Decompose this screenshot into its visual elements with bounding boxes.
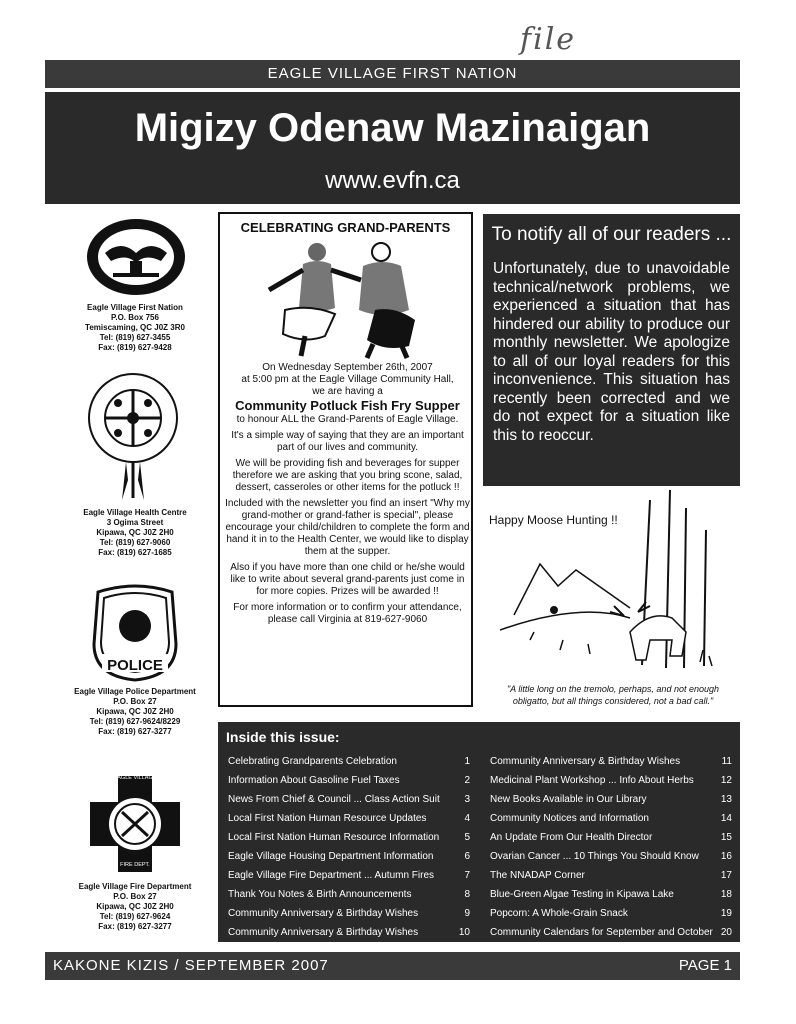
toc-item[interactable]: Thank You Notes & Birth Announcements 8 (228, 889, 470, 900)
toc-item[interactable]: Community Calendars for September and October 20 (490, 927, 732, 938)
event-heading: CELEBRATING GRAND-PARENTS (240, 220, 451, 235)
address-line: Kipawa, QC J0Z 2H0 (96, 528, 174, 537)
event-paragraph: It's a simple way of saying that they are an important part of our lives and community. (231, 430, 464, 453)
event-paragraph: We will be providing fish and beverages for supper therefore we are asking that you bring scone, salad, dessert, casseroles or other items for the potluck !! (232, 458, 463, 493)
notice-body: Unfortunately, due to unavoidable technical/network problems, we experienced a situation that has hindered our ability to produce our monthly newsletter. We apologize to all of our loyal readers for this inconvenience. This situation has recently been corrected and we do not expect for a situation like this to reoccur. (493, 260, 730, 444)
page-number: PAGE 1 (678, 957, 732, 974)
phone-line: Tel: (819) 627-9624/8229 (89, 717, 181, 726)
event-contact: For more information or to confirm your attendance, please call Virginia at 819-627-9060 (233, 602, 462, 625)
first-nation-logo (85, 217, 187, 297)
fax-line: Fax: (819) 627-3277 (98, 727, 172, 736)
address-line: Eagle Village Health Centre (83, 508, 187, 517)
issue-label: KAKONE KIZIS / SEPTEMBER 2007 (53, 957, 329, 974)
phone-line: Tel: (819) 627-3455 (99, 333, 171, 342)
health-centre-address (60, 508, 210, 558)
masthead-band: EAGLE VILLAGE FIRST NATION (45, 60, 740, 88)
toc-item[interactable]: Local First Nation Human Resource Updates 4 (228, 813, 470, 824)
reader-notice-box (483, 214, 740, 486)
newsletter-title: Migizy Odenaw Mazinaigan (134, 106, 651, 150)
event-subtitle: Community Potluck Fish Fry Supper (235, 398, 460, 413)
police-logo-label: POLICE (107, 657, 163, 674)
toc-heading: Inside this issue: (226, 729, 340, 745)
toc-item[interactable]: Information About Gasoline Fuel Taxes 2 (228, 775, 470, 786)
toc-item[interactable]: Blue-Green Algae Testing in Kipawa Lake 18 (490, 889, 732, 900)
fire-department-logo (80, 772, 190, 876)
fax-line: Fax: (819) 627-9428 (98, 343, 172, 352)
phone-line: Tel: (819) 627-9624 (99, 912, 171, 921)
address-line: Eagle Village First Nation (87, 303, 183, 312)
handwritten-note: file (520, 22, 577, 57)
phone-line: Tel: (819) 627-9060 (99, 538, 171, 547)
address-line: P.O. Box 756 (111, 313, 159, 322)
event-intro: we are having a (312, 386, 383, 397)
fax-line: Fax: (819) 627-3277 (98, 922, 172, 931)
toc-item[interactable]: Community Anniversary & Birthday Wishes 9 (228, 908, 470, 919)
address-line: Temiscaming, QC J0Z 3R0 (85, 323, 185, 332)
event-time: at 5:00 pm at the Eagle Village Community Hall, (241, 374, 454, 385)
event-honour: to honour ALL the Grand-Parents of Eagle Village. (236, 414, 459, 425)
event-paragraph: Included with the newsletter you find an insert "Why my grand-mother or grand-father is special", please encourage your child/children to complete the form and hand it in to the Health Center, we would like to display them at the supper. (225, 498, 470, 557)
health-centre-logo (78, 368, 188, 503)
notice-title: To notify all of our readers ... (491, 224, 732, 245)
toc-item[interactable]: Community Anniversary & Birthday Wishes 10 (228, 927, 470, 938)
toc-item[interactable]: Celebrating Grandparents Celebration 1 (228, 756, 470, 767)
address-line: Kipawa, QC J0Z 2H0 (96, 902, 174, 911)
toc-item[interactable]: Medicinal Plant Workshop ... Info About Herbs 12 (490, 775, 732, 786)
police-address (60, 687, 210, 737)
website-link[interactable]: www.evfn.ca (325, 167, 460, 194)
fire-logo-bottom-text: FIRE DEPT. (120, 862, 150, 868)
moose-caption: Happy Moose Hunting !! (489, 513, 618, 527)
toc-item[interactable]: Eagle Village Fire Department ... Autumn Fires 7 (228, 870, 470, 881)
event-date: On Wednesday September 26th, 2007 (262, 362, 433, 373)
cartoon-caption: "A little long on the tremolo, perhaps, and not enough obligatto, but all things considered, not a bad call." (506, 684, 719, 706)
first-nation-address (60, 303, 210, 353)
address-line: P.O. Box 27 (113, 697, 157, 706)
toc-item[interactable]: An Update From Our Health Director 15 (490, 832, 732, 843)
address-line: Kipawa, QC J0Z 2H0 (96, 707, 174, 716)
grandparents-event-box (218, 212, 473, 707)
page-footer (45, 952, 740, 980)
address-line: 3 Ogima Street (106, 518, 164, 527)
fire-logo-top-text: EAGLE VILLAGE (113, 775, 157, 781)
toc-item[interactable]: Ovarian Cancer ... 10 Things You Should Know 16 (490, 851, 732, 862)
toc-item[interactable]: Popcorn: A Whole-Grain Snack 19 (490, 908, 732, 919)
address-line: Eagle Village Police Department (74, 687, 196, 696)
address-line: P.O. Box 27 (113, 892, 157, 901)
event-body (224, 362, 471, 630)
fire-department-address (60, 882, 210, 932)
table-of-contents (218, 722, 740, 942)
toc-item[interactable]: News From Chief & Council ... Class Action Suit 3 (228, 794, 470, 805)
toc-item[interactable]: The NNADAP Corner 17 (490, 870, 732, 881)
fax-line: Fax: (819) 627-1685 (98, 548, 172, 557)
masthead (45, 92, 740, 204)
toc-item[interactable]: New Books Available in Our Library 13 (490, 794, 732, 805)
toc-item[interactable]: Community Anniversary & Birthday Wishes 11 (490, 756, 732, 767)
event-paragraph: Also if you have more than one child or he/she would like to write about several grand-parents just come in for more copies. Prizes will be awarded !! (230, 562, 465, 597)
toc-item[interactable]: Eagle Village Housing Department Information 6 (228, 851, 470, 862)
address-line: Eagle Village Fire Department (78, 882, 192, 891)
toc-item[interactable]: Local First Nation Human Resource Information 5 (228, 832, 470, 843)
toc-item[interactable]: Community Notices and Information 14 (490, 813, 732, 824)
dancing-grandparents-illustration (255, 240, 435, 360)
